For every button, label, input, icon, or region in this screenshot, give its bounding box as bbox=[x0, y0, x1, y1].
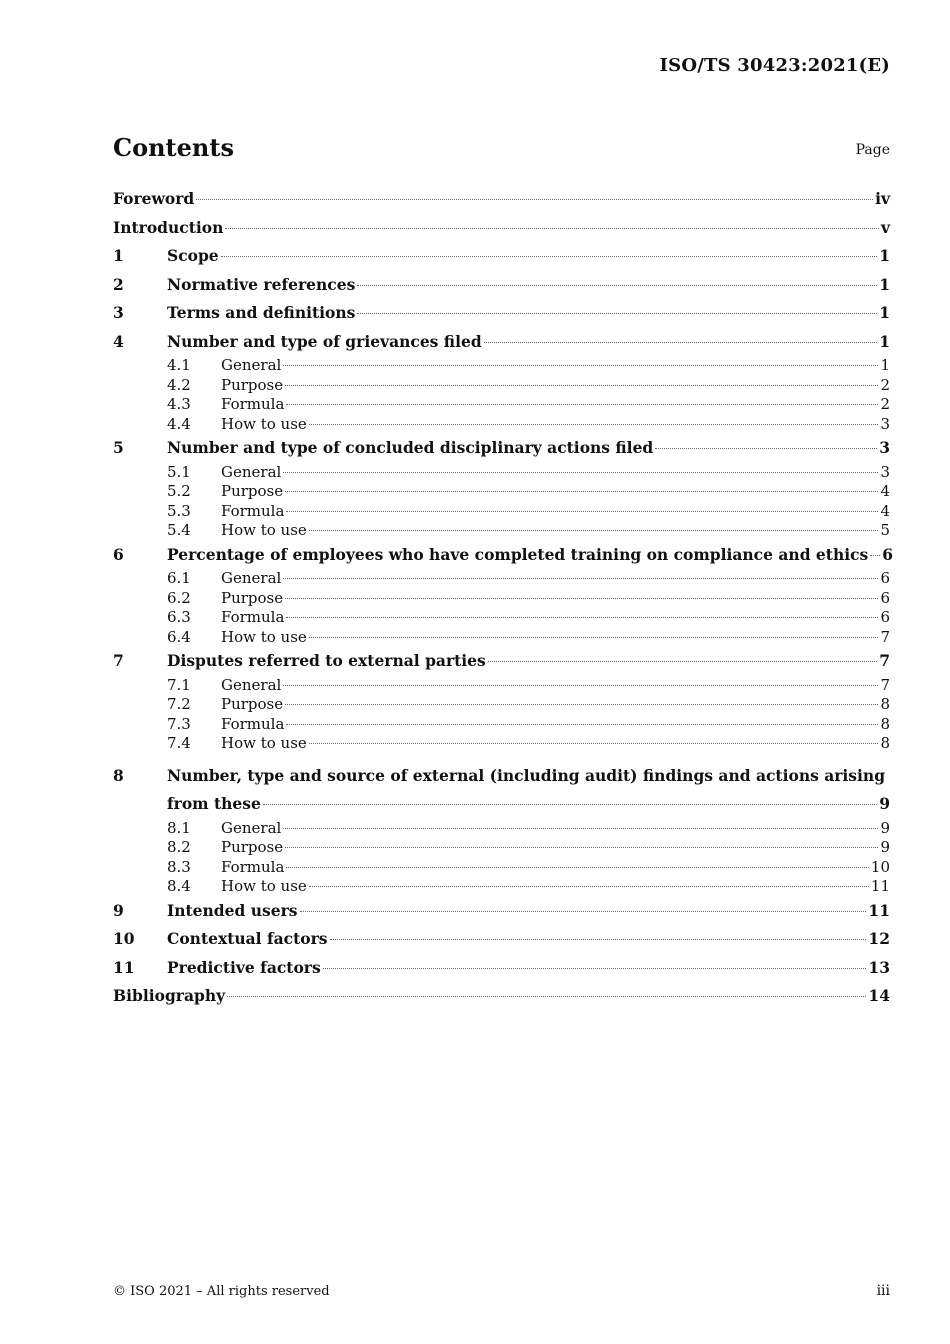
toc-subentry-title: Purpose bbox=[221, 838, 284, 856]
toc-entry-4[interactable] bbox=[113, 328, 890, 357]
toc-entry-page: v bbox=[880, 217, 890, 237]
copyright-notice: © ISO 2021 – All rights reserved bbox=[113, 1284, 330, 1299]
toc-entry-page: 14 bbox=[868, 986, 890, 1005]
toc-subentry-title: Purpose bbox=[221, 482, 284, 500]
leader-dots bbox=[484, 342, 878, 343]
toc-entry-title: Contextual factors bbox=[167, 929, 328, 948]
toc-subentry-7-3[interactable] bbox=[113, 715, 890, 735]
toc-entry-title: Scope bbox=[167, 246, 219, 265]
toc-subentry-title: Formula bbox=[221, 608, 285, 626]
leader-dots bbox=[309, 886, 869, 887]
toc-subentry-number: 8.1 bbox=[167, 818, 191, 837]
toc-subentry-page: 11 bbox=[870, 877, 890, 895]
toc-entry-10[interactable] bbox=[113, 925, 890, 954]
toc-subentry-number: 7.2 bbox=[167, 695, 191, 713]
toc-subentry-number: 8.2 bbox=[167, 838, 191, 856]
toc-entry-introduction[interactable] bbox=[113, 214, 890, 243]
toc-subentry-title: Formula bbox=[221, 857, 285, 876]
toc-subentry-4-3[interactable] bbox=[113, 395, 890, 415]
toc-subentry-6-4[interactable] bbox=[113, 628, 890, 648]
toc-subentry-page: 7 bbox=[880, 675, 890, 694]
toc-entry-number: 7 bbox=[113, 651, 124, 670]
toc-entry-title: Percentage of employees who have completed training on compliance and ethics bbox=[167, 544, 869, 564]
toc-entry-title-line2: from these bbox=[167, 794, 261, 813]
leader-dots bbox=[357, 313, 877, 314]
toc-subentry-page: 4 bbox=[880, 501, 890, 520]
leader-dots bbox=[309, 424, 879, 425]
toc-subentry-4-1[interactable] bbox=[113, 356, 890, 376]
toc-entry-title: Bibliography bbox=[113, 986, 226, 1005]
toc-entry-bibliography[interactable] bbox=[113, 982, 890, 1011]
toc-subentry-title: General bbox=[221, 569, 282, 587]
toc-subentry-8-2[interactable] bbox=[113, 838, 890, 858]
toc-subentry-page: 4 bbox=[880, 482, 890, 500]
leader-dots bbox=[285, 385, 878, 386]
toc-entry-title: Disputes referred to external parties bbox=[167, 651, 486, 670]
toc-entry-page: 3 bbox=[879, 438, 890, 457]
leader-dots bbox=[286, 724, 878, 725]
toc-entry-title-line1: Number, type and source of external (including audit) findings and actions arising bbox=[167, 765, 886, 785]
toc-entry-number: 6 bbox=[113, 544, 124, 564]
toc-subentry-5-4[interactable] bbox=[113, 521, 890, 541]
toc-entry-page: 1 bbox=[879, 246, 890, 265]
toc-entry-title: Number and type of concluded disciplinary actions filed bbox=[167, 438, 654, 457]
leader-dots bbox=[285, 598, 878, 599]
leader-dots bbox=[285, 491, 878, 492]
toc-entry-number: 4 bbox=[113, 331, 124, 351]
leader-dots bbox=[655, 448, 877, 449]
toc-subentry-5-1[interactable] bbox=[113, 463, 890, 483]
toc-subentry-title: How to use bbox=[221, 877, 307, 895]
leader-dots bbox=[286, 404, 878, 405]
toc-subentry-number: 5.1 bbox=[167, 462, 191, 481]
toc-entry-page: 1 bbox=[879, 274, 890, 294]
toc-subentry-title: How to use bbox=[221, 521, 307, 539]
leader-dots bbox=[227, 996, 866, 997]
toc-subentry-title: Purpose bbox=[221, 588, 284, 607]
toc-subentry-page: 6 bbox=[880, 608, 890, 626]
leader-dots bbox=[488, 661, 877, 662]
toc-entry-9[interactable] bbox=[113, 897, 890, 926]
toc-subentry-title: Purpose bbox=[221, 375, 284, 394]
toc-subentry-number: 8.4 bbox=[167, 877, 191, 895]
toc-entry-6[interactable] bbox=[113, 541, 894, 570]
toc-subentry-7-2[interactable] bbox=[113, 695, 890, 715]
toc-subentry-title: How to use bbox=[221, 734, 307, 752]
leader-dots bbox=[283, 828, 878, 829]
toc-subentry-page: 5 bbox=[880, 521, 890, 539]
toc-subentry-5-3[interactable] bbox=[113, 502, 890, 522]
toc-subentry-8-4[interactable] bbox=[113, 877, 890, 897]
toc-subentry-title: General bbox=[221, 818, 282, 837]
leader-dots bbox=[285, 704, 878, 705]
toc-subentry-number: 5.4 bbox=[167, 521, 191, 539]
toc-subentry-page: 9 bbox=[880, 838, 890, 856]
leader-dots bbox=[283, 472, 878, 473]
toc-subentry-title: Purpose bbox=[221, 695, 284, 713]
leader-dots bbox=[225, 228, 879, 229]
toc-entry-3[interactable] bbox=[113, 299, 890, 328]
toc-subentry-number: 6.2 bbox=[167, 588, 191, 607]
toc-subentry-7-1[interactable] bbox=[113, 676, 890, 696]
leader-dots bbox=[286, 617, 878, 618]
toc-subentry-title: General bbox=[221, 462, 282, 481]
toc-subentry-title: General bbox=[221, 675, 282, 694]
toc-subentry-number: 5.2 bbox=[167, 482, 191, 500]
leader-dots bbox=[323, 968, 867, 969]
toc-entry-2[interactable] bbox=[113, 271, 890, 300]
leader-dots bbox=[221, 256, 878, 257]
toc-subentry-title: Formula bbox=[221, 714, 285, 733]
toc-subentry-6-2[interactable] bbox=[113, 589, 890, 609]
toc-subentry-6-3[interactable] bbox=[113, 608, 890, 628]
toc-subentry-number: 7.4 bbox=[167, 734, 191, 752]
leader-dots bbox=[300, 911, 867, 912]
toc-subentry-number: 6.3 bbox=[167, 608, 191, 626]
toc-entry-title: Foreword bbox=[113, 189, 195, 208]
toc-entry-8[interactable] bbox=[113, 762, 890, 791]
page-number: iii bbox=[876, 1283, 890, 1299]
toc-subentry-page: 3 bbox=[880, 414, 890, 433]
leader-dots bbox=[870, 555, 880, 556]
toc-entry-number: 9 bbox=[113, 900, 124, 920]
toc-subentry-number: 6.1 bbox=[167, 569, 191, 587]
toc-subentry-number: 4.4 bbox=[167, 414, 191, 433]
toc-entry-page: 1 bbox=[879, 303, 890, 322]
toc-entry-title: Normative references bbox=[167, 274, 356, 294]
toc-entry-page: iv bbox=[875, 189, 890, 208]
toc-subentry-page: 3 bbox=[880, 462, 890, 481]
toc-entry-number: 2 bbox=[113, 274, 124, 294]
toc-subentry-page: 9 bbox=[880, 818, 890, 837]
toc-entry-number: 5 bbox=[113, 438, 124, 457]
toc-subentry-number: 7.3 bbox=[167, 714, 191, 733]
leader-dots bbox=[286, 511, 878, 512]
leader-dots bbox=[283, 578, 878, 579]
page-column-label: Page bbox=[855, 142, 890, 158]
leader-dots bbox=[357, 285, 877, 286]
toc-entry-7[interactable] bbox=[113, 647, 890, 676]
table-of-contents bbox=[113, 185, 894, 1011]
toc-subentry-page: 2 bbox=[880, 395, 890, 413]
toc-subentry-5-2[interactable] bbox=[113, 482, 890, 502]
toc-subentry-number: 6.4 bbox=[167, 627, 191, 646]
leader-dots bbox=[309, 637, 879, 638]
document-id: ISO/TS 30423:2021(E) bbox=[659, 55, 890, 76]
toc-subentry-number: 4.2 bbox=[167, 375, 191, 394]
toc-subentry-page: 8 bbox=[880, 695, 890, 713]
leader-dots bbox=[285, 847, 878, 848]
toc-entry-number: 8 bbox=[113, 765, 124, 785]
toc-subentry-page: 6 bbox=[880, 569, 890, 587]
toc-entry-page: 11 bbox=[868, 900, 890, 920]
toc-entry-title: Predictive factors bbox=[167, 957, 321, 977]
toc-subentry-page: 1 bbox=[880, 356, 890, 374]
toc-entry-page: 6 bbox=[882, 544, 894, 564]
toc-subentry-4-4[interactable] bbox=[113, 415, 890, 435]
toc-entry-5[interactable] bbox=[113, 434, 890, 463]
toc-subentry-number: 4.1 bbox=[167, 356, 191, 374]
toc-subentry-page: 8 bbox=[880, 714, 890, 733]
toc-subentry-page: 2 bbox=[880, 375, 890, 394]
toc-entry-page: 1 bbox=[879, 331, 890, 351]
toc-subentry-title: General bbox=[221, 356, 282, 374]
contents-heading: Contents bbox=[113, 133, 234, 162]
toc-entry-number: 11 bbox=[113, 957, 135, 977]
leader-dots bbox=[286, 867, 868, 868]
toc-entry-page: 13 bbox=[868, 957, 890, 977]
toc-subentry-number: 8.3 bbox=[167, 857, 191, 876]
toc-subentry-page: 7 bbox=[880, 627, 890, 646]
toc-subentry-number: 5.3 bbox=[167, 501, 191, 520]
toc-entry-title: Number and type of grievances filed bbox=[167, 331, 482, 351]
toc-subentry-title: Formula bbox=[221, 501, 285, 520]
toc-subentry-page: 8 bbox=[880, 734, 890, 752]
toc-subentry-7-4[interactable] bbox=[113, 734, 890, 754]
toc-subentry-number: 4.3 bbox=[167, 395, 191, 413]
toc-subentry-title: How to use bbox=[221, 414, 307, 433]
toc-entry-page: 9 bbox=[879, 794, 890, 813]
toc-subentry-6-1[interactable] bbox=[113, 569, 890, 589]
toc-entry-8-continued[interactable] bbox=[113, 790, 890, 819]
toc-entry-number: 1 bbox=[113, 246, 124, 265]
toc-subentry-8-1[interactable] bbox=[113, 819, 890, 839]
leader-dots bbox=[309, 530, 879, 531]
leader-dots bbox=[263, 804, 877, 805]
toc-subentry-title: Formula bbox=[221, 395, 285, 413]
leader-dots bbox=[283, 685, 878, 686]
toc-entry-11[interactable] bbox=[113, 954, 890, 983]
toc-subentry-number: 7.1 bbox=[167, 675, 191, 694]
toc-subentry-page: 10 bbox=[870, 857, 890, 876]
toc-entry-page: 12 bbox=[868, 929, 890, 948]
toc-entry-1[interactable] bbox=[113, 242, 890, 271]
toc-subentry-8-3[interactable] bbox=[113, 858, 890, 878]
leader-dots bbox=[196, 199, 873, 200]
toc-subentry-page: 6 bbox=[880, 588, 890, 607]
toc-entry-title: Terms and definitions bbox=[167, 303, 356, 322]
toc-entry-foreword[interactable] bbox=[113, 185, 890, 214]
toc-entry-title: Intended users bbox=[167, 900, 298, 920]
toc-subentry-4-2[interactable] bbox=[113, 376, 890, 396]
toc-entry-number: 3 bbox=[113, 303, 124, 322]
toc-entry-page: 7 bbox=[879, 651, 890, 670]
leader-dots bbox=[309, 743, 879, 744]
leader-dots bbox=[330, 939, 867, 940]
leader-dots bbox=[283, 365, 878, 366]
toc-subentry-title: How to use bbox=[221, 627, 307, 646]
toc-entry-title: Introduction bbox=[113, 217, 224, 237]
toc-entry-number: 10 bbox=[113, 929, 135, 948]
